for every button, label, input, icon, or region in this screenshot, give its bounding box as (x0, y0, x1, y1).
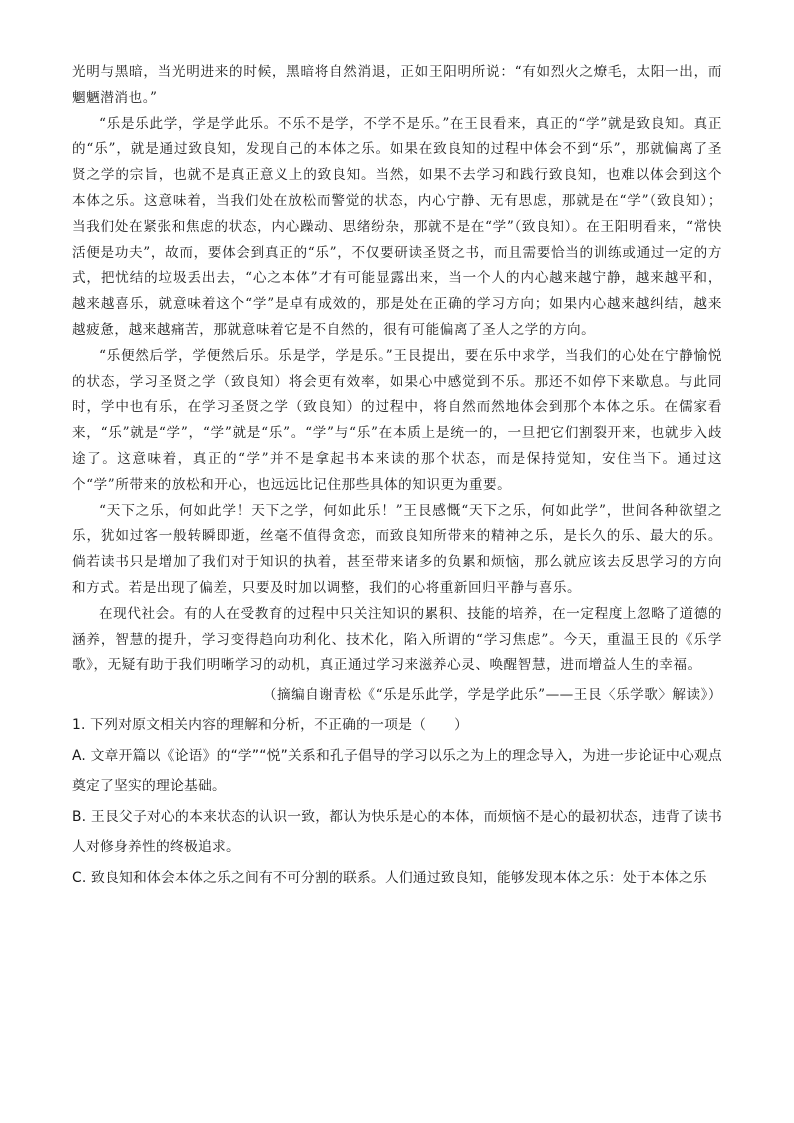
passage-paragraph-2: “乐是乐此学，学是学此乐。不乐不是学，不学不是乐。”在王艮看来，真正的“学”就是致良知。真正的“乐”，就是通过致良知，发现自己的本体之乐。如果在致良知的过程中体会不到“乐”，那就偏离了圣贤之学的宗旨，也就不是真正意义上的致良知。当然，如果不去学习和践行致良知，也难以体会到这个本体之乐。这意味着，当我们处在放松而警觉的状态，内心宁静、无有思虑，那就是在“学”（致良知）；当我们处在紧张和焦虑的状态，内心躁动、思绪纷杂，那就不是在“学”（致良知）。在王阳明看来，“常快活便是功夫”，故而，要体会到真正的“乐”，不仅要研读圣贤之书，而且需要恰当的训练或通过一定的方式，把忧结的垃圾丢出去，“心之本体”才有可能显露出来，当一个人的内心越来越宁静，越来越平和，越来越喜乐，就意味着这个“学”是卓有成效的，那是处在正确的学习方向；如果内心越来越纠结，越来越疲惫，越来越痛苦，那就意味着它是不自然的，很有可能偏离了圣人之学的方向。 (72, 115, 722, 338)
passage-paragraph-1: 光明与黑暗，当光明进来的时候，黑暗将自然消退，正如王阳明所说：“有如烈火之燎毛，太阳一出，而魍魉潜消也。” (72, 64, 722, 106)
option-a: A. 文章开篇以《论语》的“学”“悦”关系和孔子倡导的学习以乐之为上的理念导入，为进一步论证中心观点奠定了坚实的理论基础。 (72, 748, 722, 794)
document-page (72, 60, 722, 894)
source-attribution: （摘编自谢青松《“乐是乐此学，学是学此乐”——王艮〈乐学歌〉解读》） (262, 687, 722, 704)
option-c: C. 致良知和体会本体之乐之间有不可分割的联系。人们通过致良知，能够发现本体之乐：处于本体之乐 (72, 870, 707, 887)
option-b: B. 王艮父子对心的本来状态的认识一致，都认为快乐是心的本体，而烦恼不是心的最初状态，违背了读书人对修身养性的终极追求。 (72, 809, 722, 855)
question-stem: 1. 下列对原文相关内容的理解和分析，不正确的一项是（ ） (72, 716, 469, 733)
passage-paragraph-5: 在现代社会。有的人在受教育的过程中只关注知识的累积、技能的培养，在一定程度上忽略了道德的涵养，智慧的提升，学习变得趋向功利化、技术化，陷入所谓的“学习焦虑”。今天，重温王艮的《乐学歌》，无疑有助于我们明晰学习的动机，真正通过学习来滋养心灵、唤醒智慧，进而增益人生的幸福。 (72, 605, 722, 674)
passage-paragraph-4: “天下之乐，何如此学！天下之学，何如此乐！”王艮感慨“天下之乐，何如此学”，世间各种欲望之乐，犹如过客一般转瞬即逝，丝毫不值得贪恋，而致良知所带来的精神之乐，是长久的乐、最大的乐。倘若读书只是增加了我们对于知识的执着，甚至带来诸多的负累和烦恼，那么就应该去反思学习的方向和方式。若是出现了偏差，只要及时加以调整，我们的心将重新回归平静与喜乐。 (72, 502, 722, 596)
passage-paragraph-3: “乐便然后学，学便然后乐。乐是学，学是乐。”王艮提出，要在乐中求学，当我们的心处在宁静愉悦的状态，学习圣贤之学（致良知）将会更有效率，如果心中感觉到不乐。那还不如停下来歇息。与此同时，学中也有乐，在学习圣贤之学（致良知）的过程中，将自然而然地体会到那个本体之乐。在儒家看来，“乐”就是“学”，“学”就是“乐”。“学”与“乐”在本质上是统一的，一旦把它们割裂开来，也就步入歧途了。这意味着，真正的“学”并不是拿起书本来读的那个状态，而是保持觉知，安住当下。通过这个“学”所带来的放松和开心，也远远比记住那些具体的知识更为重要。 (72, 347, 722, 493)
